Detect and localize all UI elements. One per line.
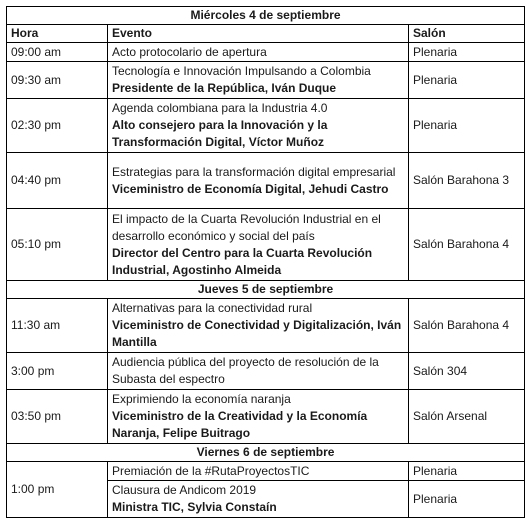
event-title: El impacto de la Cuarta Revolución Industrial en el desarrollo económico y social del país [112, 211, 381, 243]
row-event [108, 62, 409, 99]
table-row [7, 299, 525, 353]
row-room: Salón Barahona 3 [409, 153, 525, 209]
day-header-3 [7, 444, 525, 462]
agenda-table [6, 6, 525, 518]
row-event [108, 209, 409, 281]
event-speaker: Viceministro de Economía Digital, Jehudi Castro [112, 181, 389, 196]
event-speaker: Alto consejero para la Innovación y la Transformación Digital, Víctor Muñoz [112, 118, 328, 149]
event-title: Alternativas para la conectividad rural [112, 301, 313, 315]
column-header-row [7, 25, 525, 43]
table-row [7, 99, 525, 153]
row-event [108, 390, 409, 444]
event-title: Tecnología e Innovación Impulsando a Colombia [112, 64, 371, 78]
event-speaker: Presidente de la República, Iván Duque [112, 81, 337, 95]
table-row [7, 390, 525, 444]
column-header-evento: Evento [108, 25, 409, 43]
row-time: 02:30 pm [7, 99, 108, 153]
table-row [7, 353, 525, 390]
event-title: Audiencia pública del proyecto de resolución de la Subasta del espectro [112, 355, 379, 386]
table-row [7, 43, 525, 62]
row-time: 3:00 pm [7, 353, 108, 390]
event-speaker: Ministra TIC, Sylvia Constaín [112, 500, 277, 514]
table-row [7, 462, 525, 481]
day-title: Viernes 6 de septiembre [7, 444, 525, 462]
event-title: Exprimiendo la economía naranja [112, 392, 291, 406]
table-row [7, 209, 525, 281]
event-title: Acto protocolario de apertura [112, 44, 267, 59]
day-header-2 [7, 281, 525, 299]
row-time: 09:00 am [7, 43, 108, 62]
row-room: Plenaria [409, 62, 525, 99]
event-speaker: Viceministro de Conectividad y Digitalización, Iván Mantilla [112, 318, 402, 349]
row-time: 1:00 pm [7, 462, 108, 518]
column-header-salon: Salón [409, 25, 525, 43]
event-title: Clausura de Andicom 2019 [112, 483, 257, 497]
table-row [7, 153, 525, 209]
event-speaker: Director del Centro para la Cuarta Revolución Industrial, Agostinho Almeida [112, 245, 373, 277]
row-room: Plenaria [409, 43, 525, 62]
row-room: Salón Arsenal [409, 390, 525, 444]
day-title: Miércoles 4 de septiembre [7, 7, 525, 25]
row-event [108, 99, 409, 153]
row-event [108, 353, 409, 390]
row-room: Salón Barahona 4 [409, 209, 525, 281]
row-room: Plenaria [409, 462, 525, 481]
row-room: Plenaria [409, 481, 525, 518]
day-title: Jueves 5 de septiembre [7, 281, 525, 299]
day-header-1 [7, 7, 525, 25]
row-event [108, 153, 409, 209]
row-time: 11:30 am [7, 299, 108, 353]
row-time: 09:30 am [7, 62, 108, 99]
row-event [108, 462, 409, 481]
row-time: 03:50 pm [7, 390, 108, 444]
row-event [108, 299, 409, 353]
event-speaker: Viceministro de la Creatividad y la Economía Naranja, Felipe Buitrago [112, 409, 368, 440]
column-header-hora: Hora [7, 25, 108, 43]
agenda [6, 6, 525, 518]
row-event [108, 43, 409, 62]
event-title: Premiación de la #RutaProyectosTIC [112, 463, 310, 478]
row-room: Salón Barahona 4 [409, 299, 525, 353]
row-event [108, 481, 409, 518]
row-time: 05:10 pm [7, 209, 108, 281]
event-title: Agenda colombiana para la Industria 4.0 [112, 101, 328, 115]
row-time: 04:40 pm [7, 153, 108, 209]
row-room: Plenaria [409, 99, 525, 153]
table-row [7, 62, 525, 99]
event-title: Estrategias para la transformación digital empresarial [112, 164, 396, 179]
row-room: Salón 304 [409, 353, 525, 390]
